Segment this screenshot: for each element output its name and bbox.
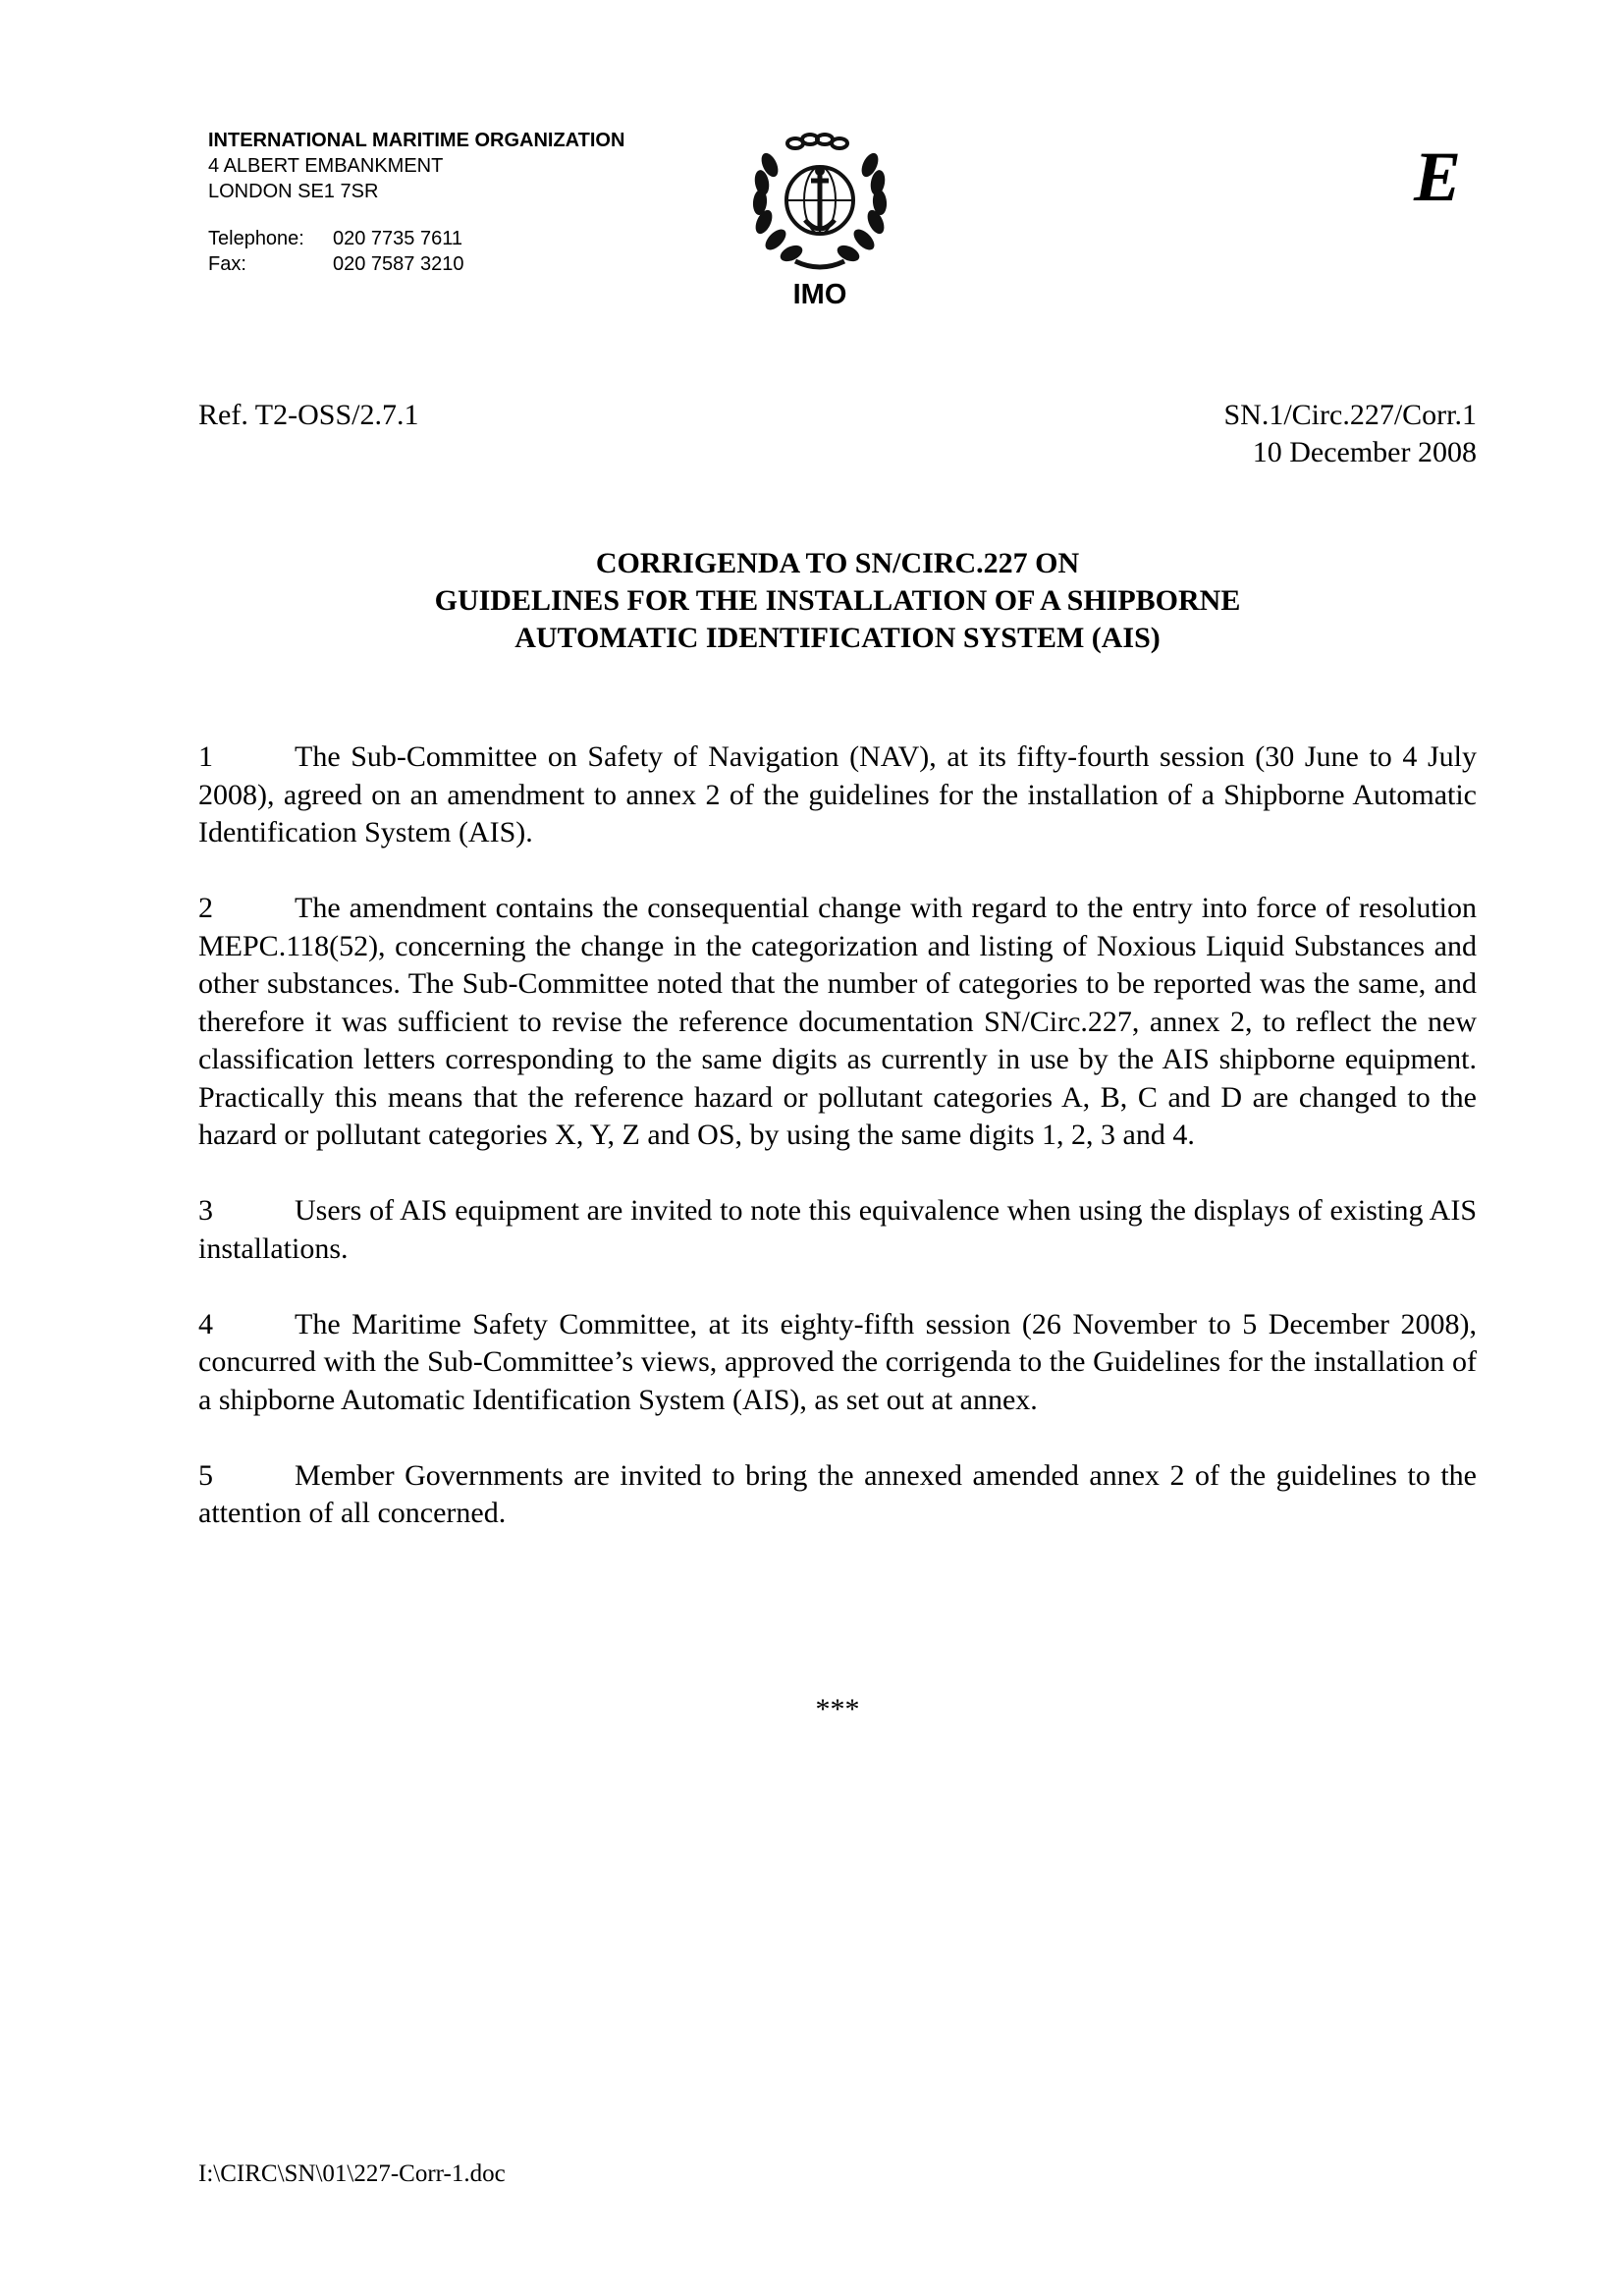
- language-indicator: E: [1414, 137, 1462, 216]
- title-line-2: GUIDELINES FOR THE INSTALLATION OF A SHIPBORNE: [434, 584, 1241, 617]
- fax-label: Fax:: [208, 253, 246, 275]
- paragraph-3: [198, 1192, 1477, 1268]
- address-line-2: LONDON SE1 7SR: [208, 181, 379, 202]
- document-reference-block: [1223, 397, 1477, 471]
- imo-emblem-logo: [727, 126, 913, 283]
- title-line-1: CORRIGENDA TO SN/CIRC.227 ON: [595, 547, 1080, 579]
- paragraph-2: [198, 890, 1477, 1155]
- telephone-label: Telephone:: [208, 228, 304, 249]
- paragraph-4: [198, 1306, 1477, 1420]
- reference-number: Ref. T2-OSS/2.7.1: [198, 399, 419, 431]
- logo-caption: IMO: [792, 279, 847, 310]
- address-line-1: 4 ALBERT EMBANKMENT: [208, 155, 444, 177]
- paragraph-text: The Maritime Safety Committee, at its eighty-fifth session (26 November to 5 December 2008), concurred with the Sub-Committee’s views, approved the corrigenda to the Guidelines for the installation of a shipborne Automatic Identification System (AIS), as set out at annex.: [198, 1307, 1477, 1416]
- document-title: [198, 545, 1477, 657]
- footer-file-path: I:\CIRC\SN\01\227-Corr-1.doc: [198, 2160, 506, 2187]
- document-date: 10 December 2008: [1252, 436, 1477, 468]
- organization-header: [208, 128, 624, 277]
- title-line-3: AUTOMATIC IDENTIFICATION SYSTEM (AIS): [514, 622, 1161, 654]
- section-separator: ***: [815, 1693, 860, 1725]
- document-symbol: SN.1/Circ.227/Corr.1: [1223, 399, 1477, 431]
- fax-value: 020 7587 3210: [333, 253, 464, 275]
- paragraph-number: 1: [198, 740, 213, 773]
- paragraph-text: The amendment contains the consequential change with regard to the entry into force of resolution MEPC.118(52), concerning the change in the categorization and listing of Noxious Liquid Substances and other substances. The Sub-Committee noted that the number of categories to be reported was the same, and therefore it was sufficient to revise the reference documentation SN/Circ.227, annex 2, to reflect the new classification letters corresponding to the same digits as currently in use by the AIS shipborne equipment. Practically this means that the reference hazard or pollutant categories A, B, C and D are changed to the hazard or pollutant categories X, Y, Z and OS, by using the same digits 1, 2, 3 and 4.: [198, 892, 1477, 1151]
- paragraph-number: 2: [198, 892, 213, 924]
- document-body: [198, 738, 1477, 1570]
- telephone-row: [208, 226, 624, 251]
- paragraph-number: 3: [198, 1194, 213, 1227]
- paragraph-1: [198, 738, 1477, 852]
- paragraph-number: 5: [198, 1458, 213, 1492]
- fax-row: [208, 251, 624, 277]
- paragraph-number: 4: [198, 1307, 213, 1340]
- paragraph-text: The Sub-Committee on Safety of Navigation (NAV), at its fifty-fourth session (30 June to 4 July 2008), agreed on an amendment to annex 2 of the guidelines for the installation of a Shipborne Automatic Identification System (AIS).: [198, 740, 1477, 848]
- paragraph-text: Member Governments are invited to bring the annexed amended annex 2 of the guidelines to the attention of all concerned.: [198, 1458, 1477, 1529]
- paragraph-5: [198, 1457, 1477, 1533]
- telephone-value: 020 7735 7611: [333, 228, 462, 249]
- contact-details: [208, 226, 624, 277]
- organization-name: INTERNATIONAL MARITIME ORGANIZATION: [208, 130, 625, 151]
- paragraph-text: Users of AIS equipment are invited to note this equivalence when using the displays of existing AIS installations.: [198, 1194, 1477, 1265]
